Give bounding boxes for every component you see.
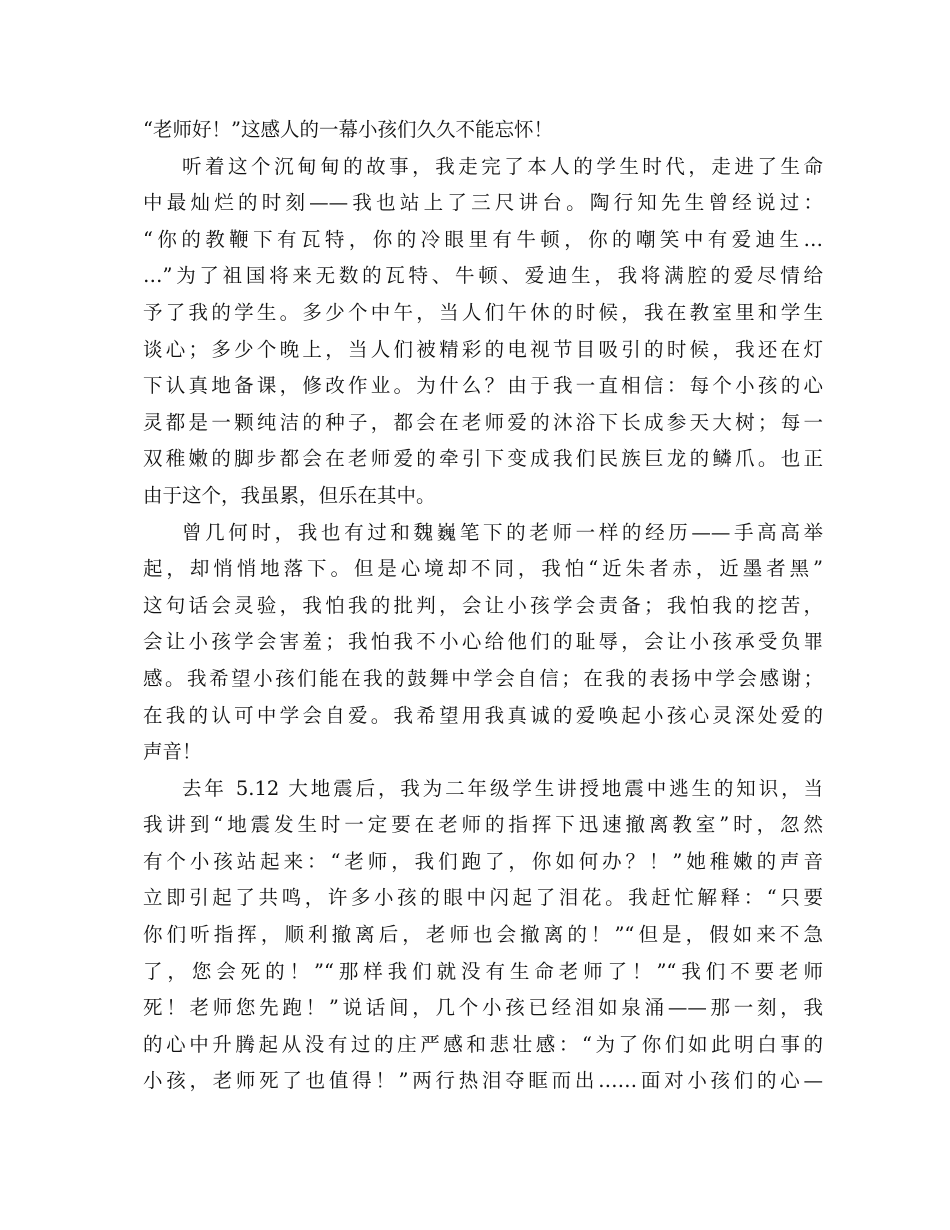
- text-line: 在我的认可中学会自爱。我希望用我真诚的爱唤起小孩心灵深处爱的: [143, 703, 823, 727]
- text-line: 去年 5.12 大地震后，我为二年级学生讲授地震中逃生的知识，当: [182, 776, 823, 800]
- text-line: 下认真地备课，修改作业。为什么？由于我一直相信：每个小孩的心: [143, 374, 823, 398]
- text-line: 了，您会死的！”“那样我们就没有生命老师了！”“我们不要老师: [143, 959, 823, 983]
- text-line: 谈心；多少个晚上，当人们被精彩的电视节目吸引的时候，我还在灯: [143, 337, 823, 361]
- text-line: 起，却悄悄地落下。但是心境却不同，我怕“近朱者赤，近墨者黑”: [143, 557, 823, 581]
- text-line: 曾几何时，我也有过和魏巍笔下的老师一样的经历——手高高举: [182, 520, 823, 544]
- text-line: 予了我的学生。多少个中午，当人们午休的时候，我在教室里和学生: [143, 300, 823, 324]
- text-line: 感。我希望小孩们能在我的鼓舞中学会自信；在我的表扬中学会感谢；: [143, 666, 823, 690]
- document-body: [143, 112, 823, 1100]
- text-line: …”为了祖国将来无数的瓦特、牛顿、爱迪生，我将满腔的爱尽情给: [143, 264, 823, 288]
- text-line: 立即引起了共鸣，许多小孩的眼中闪起了泪花。我赶忙解释：“只要: [143, 886, 823, 910]
- text-line: 你们听指挥，顺利撤离后，老师也会撤离的！”“但是，假如来不急: [143, 923, 823, 947]
- text-line: 声音！: [143, 740, 202, 764]
- text-line: 双稚嫩的脚步都会在老师爱的牵引下变成我们民族巨龙的鳞爪。也正: [143, 447, 823, 471]
- text-line: 我讲到“地震发生时一定要在老师的指挥下迅速撤离教室”时，忽然: [143, 813, 823, 837]
- text-line: 死！老师您先跑！”说话间，几个小孩已经泪如泉涌——那一刻，我: [143, 996, 823, 1020]
- text-line: 这句话会灵验，我怕我的批判，会让小孩学会责备；我怕我的挖苦，: [143, 593, 823, 617]
- text-line: 听着这个沉甸甸的故事，我走完了本人的学生时代，走进了生命: [182, 154, 823, 178]
- text-line: “你的教鞭下有瓦特，你的冷眼里有牛顿，你的嘲笑中有爱迪生…: [143, 227, 823, 251]
- text-line: “老师好！”这感人的一幕小孩们久久不能忘怀！: [143, 118, 553, 141]
- text-line: 中最灿烂的时刻——我也站上了三尺讲台。陶行知先生曾经说过：: [143, 191, 823, 215]
- text-line: 的心中升腾起从没有过的庄严感和悲壮感：“为了你们如此明白事的: [143, 1032, 823, 1056]
- text-line: 小孩，老师死了也值得！”两行热泪夺眶而出……面对小孩们的心—: [143, 1069, 823, 1093]
- text-line: 灵都是一颗纯洁的种子，都会在老师爱的沐浴下长成参天大树；每一: [143, 410, 823, 434]
- text-line: 会让小孩学会害羞；我怕我不小心给他们的耻辱，会让小孩承受负罪: [143, 630, 823, 654]
- text-line: 有个小孩站起来：“老师，我们跑了，你如何办？！”她稚嫩的声音: [143, 849, 823, 873]
- text-line: 由于这个，我虽累，但乐在其中。: [143, 483, 436, 507]
